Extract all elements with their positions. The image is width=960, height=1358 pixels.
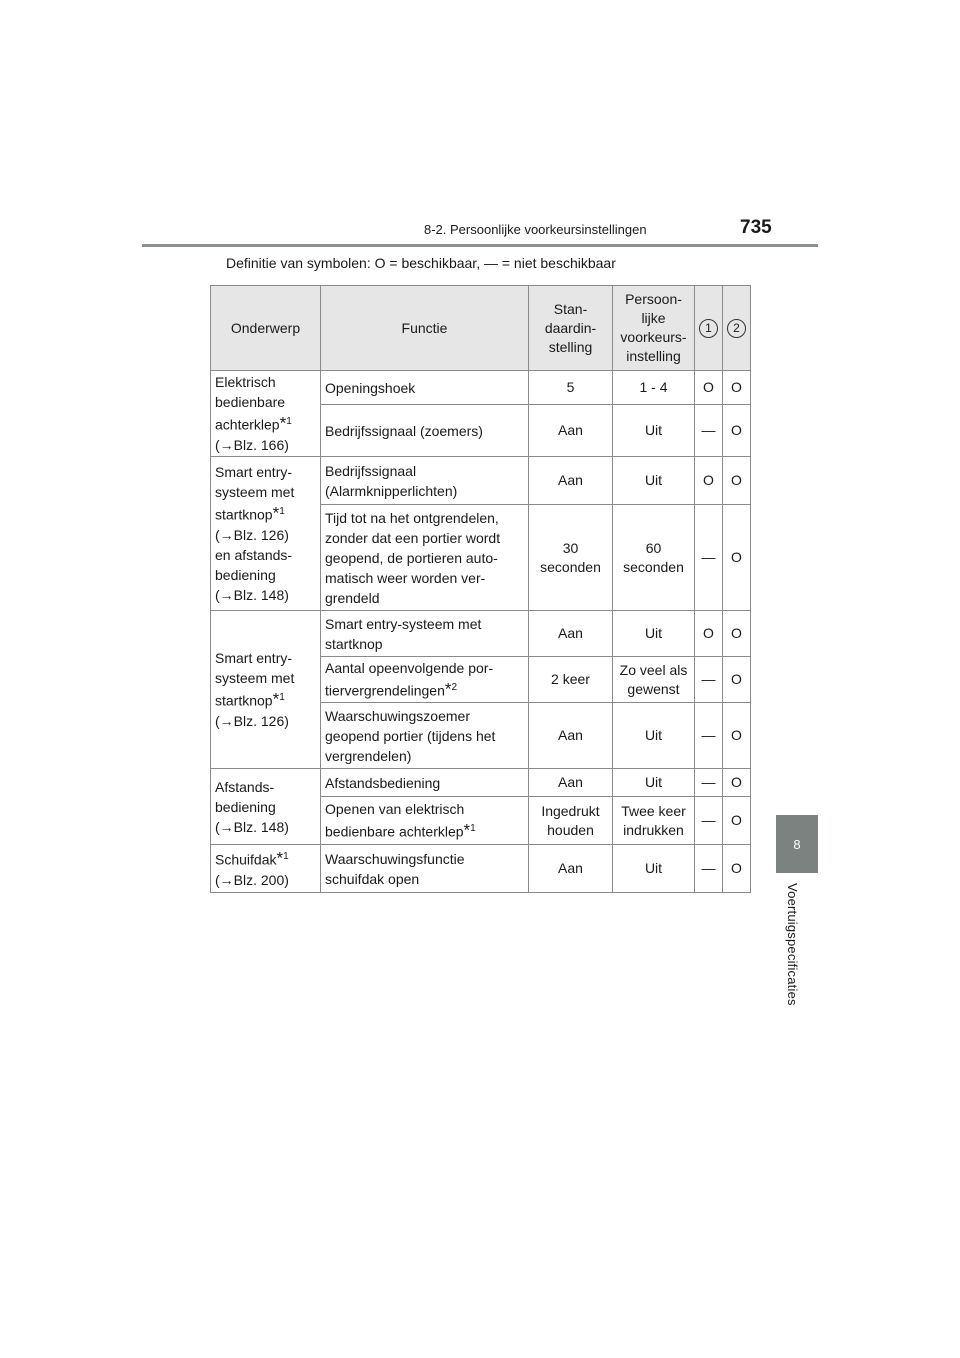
chapter-number: 8 xyxy=(793,836,801,852)
availability-2-cell: O xyxy=(723,405,751,457)
custom-cell: Zo veel als gewenst xyxy=(613,657,695,703)
header-custom: Persoon- lijke voorkeurs- instelling xyxy=(613,286,695,371)
chapter-tab[interactable] xyxy=(776,815,818,873)
default-cell: 30 seconden xyxy=(529,505,613,611)
subject-cell: Elektrisch bedienbare achterklep*$^1$ (→Blz. 166) xyxy=(211,371,321,457)
header-function: Functie xyxy=(321,286,529,371)
chapter-label: Voertuigspecificaties xyxy=(785,883,800,1006)
default-cell: Aan xyxy=(529,457,613,505)
availability-1-cell: O xyxy=(695,371,723,405)
custom-cell: Uit xyxy=(613,769,695,797)
availability-1-cell: — xyxy=(695,505,723,611)
subject-cell: Afstands- bediening (→Blz. 148) xyxy=(211,769,321,845)
availability-2-cell: O xyxy=(723,769,751,797)
circled-1-icon: 1 xyxy=(699,319,718,338)
custom-cell: 60 seconden xyxy=(613,505,695,611)
default-cell: Aan xyxy=(529,845,613,893)
subject-cell: Smart entry- systeem met startknop*$^1$ (→Blz. 126) xyxy=(211,611,321,769)
subject-cell: Smart entry- systeem met startknop*$^1$ (→Blz. 126) en afstands- bediening (→Blz. 148) xyxy=(211,457,321,611)
footnote-star-icon: * xyxy=(279,413,287,433)
function-cell: Bedrijfssignaal (zoemers) xyxy=(321,405,529,457)
function-cell: Waarschuwingsfunctie schuifdak open xyxy=(321,845,529,893)
default-cell: 2 keer xyxy=(529,657,613,703)
function-cell: Bedrijfssignaal (Alarmknipperlichten) xyxy=(321,457,529,505)
footnote-star-icon: * xyxy=(463,820,471,840)
function-cell: Afstandsbediening xyxy=(321,769,529,797)
footnote-number: 1 xyxy=(279,692,285,704)
page-number: 735 xyxy=(740,217,772,238)
header-divider xyxy=(142,244,818,247)
section-title: 8-2. Persoonlijke voorkeursinstellingen xyxy=(424,222,647,237)
footnote-star-icon: * xyxy=(272,689,280,709)
availability-2-cell: O xyxy=(723,371,751,405)
default-cell: 5 xyxy=(529,371,613,405)
availability-2-cell: O xyxy=(723,703,751,769)
availability-2-cell: O xyxy=(723,657,751,703)
table-row xyxy=(211,845,751,893)
availability-1-cell: — xyxy=(695,845,723,893)
function-cell: Openen van elektrisch bedienbare achterklep*$^1$ xyxy=(321,797,529,845)
table-row xyxy=(211,371,751,405)
footnote-number: 2 xyxy=(451,682,458,694)
circled-2-icon: 2 xyxy=(727,319,746,338)
default-cell: Aan xyxy=(529,405,613,457)
table-row xyxy=(211,457,751,505)
availability-1-cell: — xyxy=(695,769,723,797)
availability-2-cell: O xyxy=(723,457,751,505)
function-cell: Smart entry-systeem met startknop xyxy=(321,611,529,657)
function-cell: Waarschuwingszoemer geopend portier (tijdens het vergrendelen) xyxy=(321,703,529,769)
footnote-star-icon: * xyxy=(272,503,280,523)
custom-cell: Uit xyxy=(613,405,695,457)
availability-2-cell: O xyxy=(723,845,751,893)
availability-1-cell: O xyxy=(695,457,723,505)
footnote-number: 1 xyxy=(470,823,476,835)
default-cell: Aan xyxy=(529,611,613,657)
table-row xyxy=(211,611,751,657)
function-cell: Aantal opeenvolgende por- tiervergrendelingen*$^2$ xyxy=(321,657,529,703)
custom-cell: Uit xyxy=(613,611,695,657)
header-default: Stan- daardin- stelling xyxy=(529,286,613,371)
availability-2-cell: O xyxy=(723,505,751,611)
footnote-number: 1 xyxy=(279,506,285,518)
custom-cell: Uit xyxy=(613,845,695,893)
header-subject: Onderwerp xyxy=(211,286,321,371)
header-col-1 xyxy=(695,286,723,371)
availability-1-cell: O xyxy=(695,611,723,657)
default-cell: Aan xyxy=(529,769,613,797)
symbol-definition: Definitie van symbolen: O = beschikbaar, — = niet beschikbaar xyxy=(226,255,616,271)
custom-cell: 1 - 4 xyxy=(613,371,695,405)
function-cell: Openingshoek xyxy=(321,371,529,405)
footnote-number: 1 xyxy=(286,416,292,428)
function-cell: Tijd tot na het ontgrendelen, zonder dat een portier wordt geopend, de portieren auto- matisch weer worden ver- grendeld xyxy=(321,505,529,611)
footnote-star-icon: * xyxy=(276,848,284,868)
availability-1-cell: — xyxy=(695,657,723,703)
subject-cell: Schuifdak*$^1$ (→Blz. 200) xyxy=(211,845,321,893)
custom-cell: Uit xyxy=(613,457,695,505)
availability-2-cell: O xyxy=(723,611,751,657)
header-col-2 xyxy=(723,286,751,371)
custom-cell: Twee keer indrukken xyxy=(613,797,695,845)
availability-2-cell: O xyxy=(723,797,751,845)
table-header-row xyxy=(211,286,751,371)
availability-1-cell: — xyxy=(695,405,723,457)
availability-1-cell: — xyxy=(695,797,723,845)
default-cell: Ingedrukt houden xyxy=(529,797,613,845)
settings-table xyxy=(210,285,751,893)
custom-cell: Uit xyxy=(613,703,695,769)
table-row xyxy=(211,769,751,797)
footnote-number: 1 xyxy=(283,851,289,863)
default-cell: Aan xyxy=(529,703,613,769)
availability-1-cell: — xyxy=(695,703,723,769)
footnote-star-icon: * xyxy=(444,679,452,699)
